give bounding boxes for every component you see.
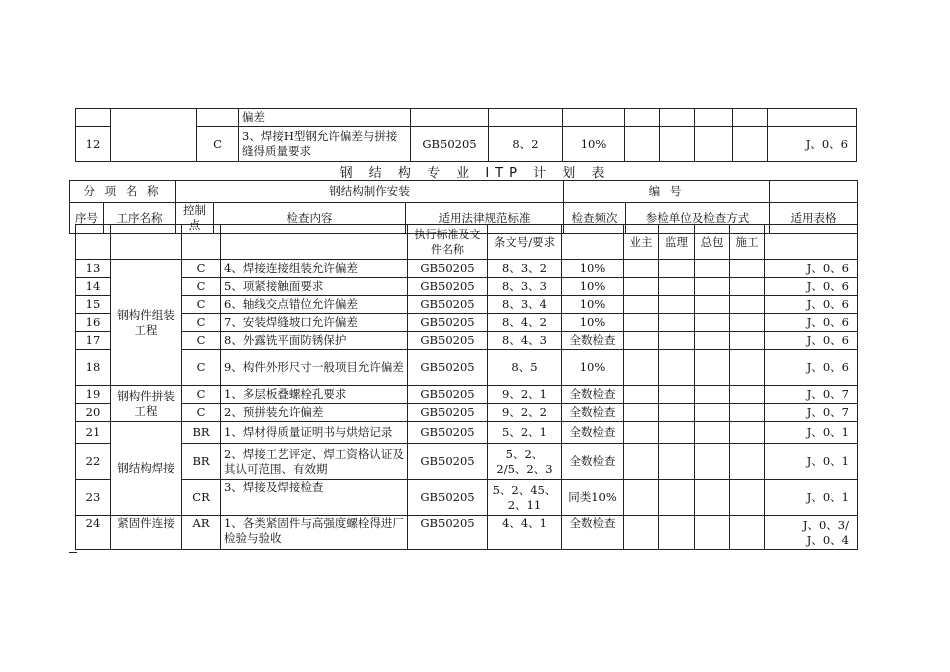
table-row [76,422,858,444]
cell-frequency: 10% [562,260,624,278]
form-line: J、0、4 [806,532,849,547]
group-label: 钢构件拼装工程 [111,386,182,422]
cell-content: 偏差 [239,109,411,127]
cell-form [765,516,858,550]
cell-standard: GB50205 [408,278,488,296]
cell-frequency: 10% [563,127,625,162]
col-control: 控制点 [176,203,214,234]
cell-content: 1、多层板叠螺栓孔要求 [221,386,408,404]
cell-frequency: 全数检查 [562,332,624,350]
cell-control: C [182,260,221,278]
table-row [76,332,858,350]
cell-form: J、0、6 [765,278,858,296]
cell-form: J、0、6 [765,296,858,314]
cell-control: C [182,350,221,386]
cell-no: 22 [76,444,111,480]
cell-no: 20 [76,404,111,422]
cell-standard: GB50205 [408,296,488,314]
cell-no: 18 [76,350,111,386]
cell-clause: 9、2、1 [488,386,562,404]
cell-frequency: 同类10% [562,480,624,516]
cell-no: 17 [76,332,111,350]
sub-supervisor: 监理 [659,225,695,260]
cell-frequency: 全数检查 [562,422,624,444]
cell-content: 3、焊接H型钢允许偏差与拼接缝得质量要求 [239,127,411,162]
cell-frequency: 全数检查 [562,516,624,550]
cell-form: J、0、6 [765,332,858,350]
cell-control: BR [182,444,221,480]
sub-clause: 条文号/要求 [488,225,562,260]
cell-form: J、0、1 [765,444,858,480]
cell-no: 16 [76,314,111,332]
cell-form: J、0、1 [765,480,858,516]
cell-content: 6、轴线交点错位允许偏差 [221,296,408,314]
cell-clause: 8、4、3 [488,332,562,350]
cell-clause: 8、3、3 [488,278,562,296]
cell-content: 2、预拼装允许偏差 [221,404,408,422]
cell-frequency: 全数检查 [562,404,624,422]
cell-clause: 9、2、2 [488,404,562,422]
number-label: 编 号 [564,181,770,203]
cell-standard: GB50205 [408,260,488,278]
group-label: 紧固件连接 [111,516,182,550]
cell-content: 1、各类紧固件与高强度螺栓得进厂检验与验收 [221,516,408,550]
form-line: J、0、3/ [802,517,849,532]
subitem-value: 钢结构制作安装 [176,181,564,203]
cell-standard: GB50205 [408,386,488,404]
cell-frequency: 全数检查 [562,444,624,480]
cell-no: 12 [76,127,111,162]
cell-frequency: 10% [562,278,624,296]
table-row [70,181,858,203]
col-process: 工序名称 [104,203,176,234]
cell-no: 15 [76,296,111,314]
cell-clause: 8、2 [489,127,563,162]
sub-standard: 执行标准及文件名称 [408,225,488,260]
table-row [76,260,858,278]
table-row [76,386,858,404]
cell-content: 9、构件外形尺寸一般项目允许偏差 [221,350,408,386]
sub-owner: 业主 [624,225,659,260]
cell-frequency: 全数检查 [562,386,624,404]
table-row [76,404,858,422]
table-row [76,225,858,260]
table-row [76,480,858,516]
col-parties: 参检单位及检查方式 [626,203,770,234]
cell-control: C [182,386,221,404]
col-forms: 适用表格 [770,203,858,234]
cell-form: J、0、7 [765,404,858,422]
col-frequency: 检查频次 [564,203,626,234]
cell-content: 3、焊接及焊接检查 [221,480,408,516]
cell-form: J、0、7 [765,386,858,404]
cell-standard: GB50205 [408,332,488,350]
col-law: 适用法律规范标准 [406,203,564,234]
cell-control: AR [182,516,221,550]
cell-control: C [182,332,221,350]
cell-form: J、0、6 [765,260,858,278]
sub-general: 总包 [695,225,730,260]
cell-content: 7、安装焊缝坡口允许偏差 [221,314,408,332]
cell-no: 13 [76,260,111,278]
cell-no: 23 [76,480,111,516]
group-label: 钢构件组装工程 [111,260,182,386]
margin-mark [69,552,77,553]
cell-no: 19 [76,386,111,404]
cell-control: CR [182,480,221,516]
cell-standard: GB50205 [408,350,488,386]
itp-table [75,224,858,550]
cell-content: 8、外露铣平面防锈保护 [221,332,408,350]
cell-content: 5、项紧接触面要求 [221,278,408,296]
cell-content: 2、焊接工艺评定、焊工资格认证及其认可范围、有效期 [221,444,408,480]
cell-control: C [182,314,221,332]
cell-standard: GB50205 [408,516,488,550]
cell-control: C [182,296,221,314]
cell-standard: GB50205 [408,422,488,444]
cell-no: 21 [76,422,111,444]
table-row [76,516,858,550]
cell-control: BR [182,422,221,444]
cell-form: J、0、6 [768,127,857,162]
col-content: 检查内容 [214,203,406,234]
group-label: 钢结构焊接 [111,422,182,516]
cell-form: J、0、6 [765,350,858,386]
cell-control: C [182,278,221,296]
continued-table [75,108,857,162]
cell-control: C [197,127,239,162]
cell-content: 1、焊材得质量证明书与烘焙记录 [221,422,408,444]
cell-content: 4、焊接连接组装允许偏差 [221,260,408,278]
table-row [76,278,858,296]
subitem-label: 分 项 名 称 [70,181,176,203]
cell-clause: 5、2、1 [488,422,562,444]
cell-clause: 8、5 [488,350,562,386]
cell-control: C [182,404,221,422]
col-no: 序号 [70,203,104,234]
cell-standard: GB50205 [408,404,488,422]
cell-clause: 5、2、45、2、11 [488,480,562,516]
cell-frequency: 10% [562,314,624,332]
cell-standard: GB50205 [408,480,488,516]
sub-construction: 施工 [730,225,765,260]
cell-clause: 5、2、2/5、2、3 [488,444,562,480]
cell-clause: 4、4、1 [488,516,562,550]
cell-standard: GB50205 [411,127,489,162]
cell-standard: GB50205 [408,314,488,332]
cell-standard: GB50205 [408,444,488,480]
number-value [770,181,858,203]
table-row [76,444,858,480]
cell-clause: 8、3、4 [488,296,562,314]
table-row [76,109,857,127]
cell-no: 14 [76,278,111,296]
table-row [76,350,858,386]
cell-clause: 8、3、2 [488,260,562,278]
cell-frequency: 10% [562,296,624,314]
table-row [76,296,858,314]
page-title: 钢 结 构 专 业 ITP 计 划 表 [339,166,611,181]
cell-form: J、0、6 [765,314,858,332]
cell-form: J、0、1 [765,422,858,444]
cell-frequency: 10% [562,350,624,386]
cell-clause: 8、4、2 [488,314,562,332]
table-row [76,314,858,332]
cell-no: 24 [76,516,111,550]
